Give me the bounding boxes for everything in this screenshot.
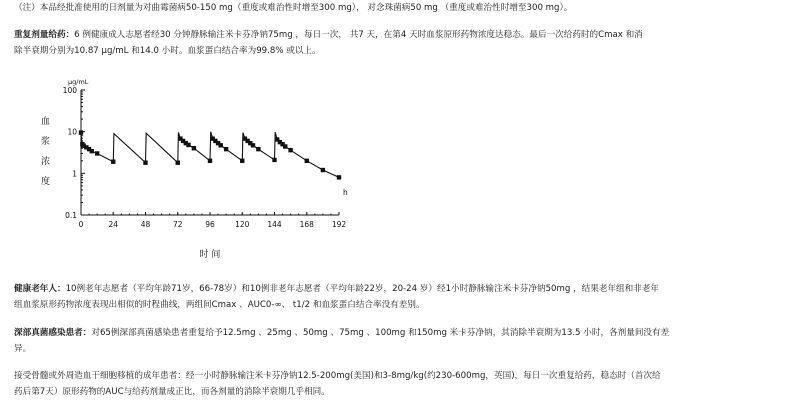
x-tick-label: 144	[267, 220, 282, 229]
data-point-marker	[95, 151, 99, 155]
transplant-line-2: 药后第7天）原形药物的AUC与给药剂量成正比，而各剂量的消除半衰期几乎相同。	[14, 387, 330, 397]
data-point-marker	[256, 147, 260, 151]
data-point-marker	[208, 159, 212, 163]
deep-infection-line-2: 异。	[14, 344, 32, 354]
note-paragraph: （注）本品经批准使用的日剂量为对曲霉菌病50-150 mg（重度或难治性时增至300 mg）， 对念珠菌病50 mg （重度或难治性时增至300 mg）。	[14, 3, 573, 13]
y-axis-label-char: 度	[41, 177, 51, 187]
deep-infection-label: 深部真菌感染患者：	[14, 328, 92, 338]
chart-series	[79, 130, 341, 179]
x-tick-label: 0	[78, 220, 84, 229]
x-tick-label: 192	[331, 220, 347, 229]
data-point-marker	[219, 143, 223, 147]
data-point-marker	[337, 175, 341, 179]
concentration-line	[81, 132, 339, 178]
data-point-marker	[143, 160, 147, 164]
data-point-marker	[240, 159, 244, 163]
elderly-line-2: 组血浆原形药物浓度表现出相似的时程曲线，两组间Cmax 、AUC0-∞、 t1/2 和血浆蛋白结合率没有差别。	[14, 300, 425, 310]
x-tick-label: 120	[235, 220, 250, 229]
y-tick-label: 1	[72, 169, 77, 179]
deep-infection-text-1: 对65例深部真菌感染患者重复给予12.5mg 、25mg 、50mg 、75mg 、100mg 和150mg 米卡芬净钠，其消除半衰期为13.5 小时，各剂量间没有差	[91, 328, 670, 338]
y-axis-label-char: 浆	[41, 137, 51, 147]
data-point-marker	[79, 130, 83, 134]
repeat-dose-label: 重复剂量给药：	[14, 30, 75, 40]
repeat-dose-text-1: 6 例健康成人志愿者经30 分钟静脉输注米卡芬净钠75mg ，每日一次， 共7 天，在第4 天时血浆原形药物浓度达稳态。最后一次给药时的Cmax 和消	[74, 30, 643, 40]
elderly-text-1: 10例老年志愿者（平均年龄71岁，66-78岁）和10例非老年志愿者（平均年龄22岁，20-24 岁）经1小时静脉输注米卡芬净钠50mg ，结果老年组和非老年	[65, 284, 660, 294]
data-point-marker	[321, 168, 325, 172]
data-point-marker	[186, 143, 190, 147]
data-point-marker	[283, 144, 287, 148]
repeat-dose-line-2: 除半衰期分别为10.87 μg/mL 和14.0 小时。血浆蛋白结合率为99.8% 或以上。	[14, 46, 321, 56]
data-point-marker	[251, 143, 255, 147]
x-axis-label: 时 间	[199, 250, 221, 260]
data-point-marker	[90, 149, 94, 153]
elderly-label: 健康老年人：	[14, 284, 66, 294]
data-point-marker	[272, 158, 276, 162]
data-point-marker	[288, 148, 292, 152]
y-axis-label-char: 浓	[41, 157, 51, 167]
data-point-marker	[111, 160, 115, 164]
x-tick-label: 48	[140, 220, 151, 229]
y-tick-label: 100	[62, 86, 77, 95]
y-tick-label: 10	[67, 127, 77, 137]
data-point-marker	[176, 160, 180, 164]
x-tick-label: 72	[172, 220, 183, 229]
x-tick-label: 168	[299, 220, 314, 229]
data-point-marker	[224, 147, 228, 151]
data-point-marker	[305, 159, 309, 163]
y-unit-label: μg/mL	[68, 78, 89, 86]
transplant-line-1: 接受骨髓或外周造血干细胞移植的成年患者：经一小时静脉输注米卡芬净钠12.5-200mg(美国)和3-8mg/kg(约230-600mg，英国)，每日一次重复给药，稳态时（首次给	[14, 371, 661, 381]
x-unit-label: h	[343, 188, 348, 197]
y-tick-label: 0.1	[65, 211, 77, 220]
x-tick-label: 24	[108, 220, 119, 229]
data-point-marker	[192, 146, 196, 150]
chart-labels	[41, 78, 348, 260]
y-axis-label-char: 血	[41, 117, 51, 127]
concentration-time-chart	[34, 66, 364, 271]
x-tick-label: 96	[205, 220, 215, 229]
